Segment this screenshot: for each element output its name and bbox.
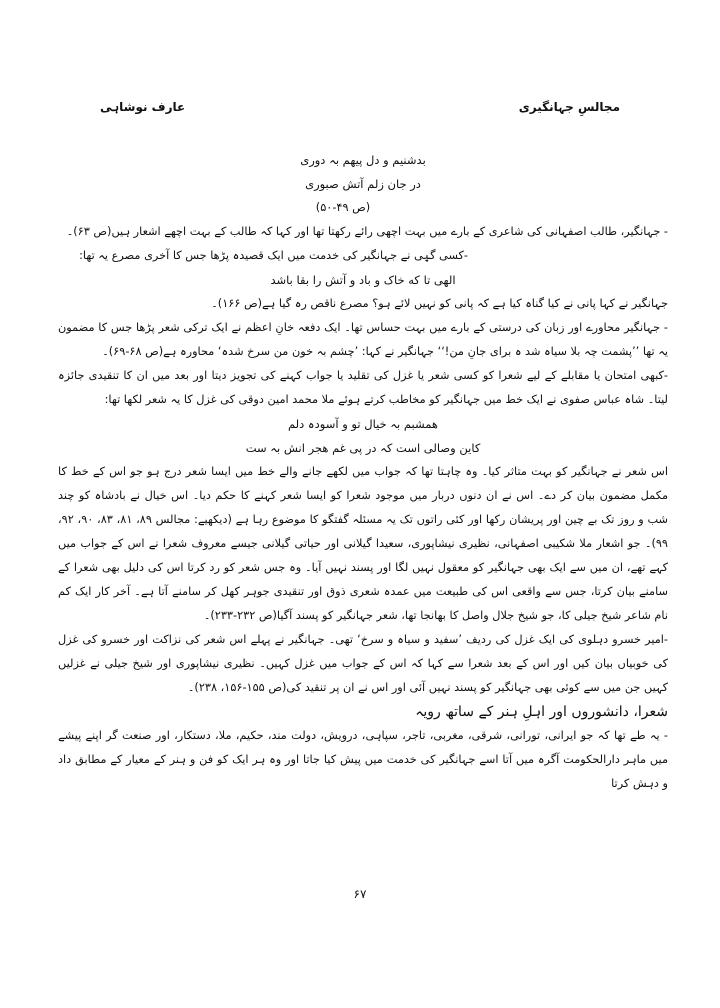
paragraph-8: - یہ طے تھا کہ جو ایرانی، تورانی، شرقی، مغربی، تاجر، سپاہی، درویش، دولت مند، حکیم، ملا، دستکار، اور صنعت گر اپنے پیشے میں ماہر دارالحکومت آگرہ میں آتا اسے جہانگیر کی خدمت میں پیش کیا جاتا اور وہ ہر ایک کو فن و ہنر کے معیار کے مطابق داد و دہش کرتا — [58, 729, 668, 790]
page-body — [58, 148, 668, 796]
section-heading: شعرا، دانشوروں اور اہلِ ہنر کے ساتھ رویہ — [415, 704, 668, 720]
paragraph-4: - جہانگیر محاورے اور زبان کی درستی کے بارے میں بہت حساس تھا۔ ایک دفعہ خانِ اعظم نے ایک ترکی شعر پڑھا جس کا مضمون یہ تھا ’’پشمت چہ بلا سیاہ شد ہ برای جانِ من!‘‘ جہانگیر نے کہا: ’چشم بہ خون من سرخ شدہ‘ محاورہ ہے(ص ۶۸-۶۹)۔ — [58, 321, 668, 358]
verse-1-reference: (ص ۴۹-۵۰) — [315, 201, 371, 214]
paragraph-1: - جہانگیر، طالب اصفہانی کی شاعری کے بارے میں بہت اچھی رائے رکھتا تھا اور کہا کہ طالب کے بہت اچھے اشعار ہیں(ص ۶۳)۔ — [66, 225, 668, 238]
header-author: عارف نوشاہی — [100, 100, 186, 114]
paragraph-5: -کبھی امتحان یا مقابلے کے لیے شعرا کو کسی شعر یا غزل کی تقلید یا جواب کہنے کی تجویز دیتا اور بعد میں ان کا تنقیدی جائزہ لیتا۔ شاہ عباس صفوی نے ایک خط میں جہانگیر کو مخاطب کرتے ہوئے ملا محمد امین دوقی کی غزل کا یہ شعر لکھا تھا: — [58, 369, 668, 406]
verse-3-line-1: همشبم بہ خیال تو و آسودہ دلم — [287, 417, 438, 431]
verse-2: الهی تا که خاک و باد و آتش را بقا باشد — [270, 273, 456, 287]
header-book-title: مجالسِ جہانگیری — [518, 100, 620, 114]
paragraph-6: اس شعر نے جہانگیر کو بہت متاثر کیا۔ وہ چاہتا تھا کہ جواب میں لکھے جانے والے خط میں ایسا شعر درج ہو جو اس کے خط کا مکمل مضمون بیان کر دے۔ اس نے ان دنوں دربار میں موجود شعرا کو ایسا شعر کہنے کا حکم دیا۔ اس خیال نے بادشاہ کو چند شب و روز تک بے چین اور پریشان رکھا اور کئی راتوں تک یہ مسئلہ گفتگو کا موضوع رہا ہے (دیکھیے: مجالس ۸۹، ۸۱، ۸۳، ۹۰، ۹۲، ۹۹)۔ جو اشعار ملا شکیبی اصفہانی، نظیری نیشاپوری، سعیدا گیلانی اور حیاتی گیلانی جیسے معروف شعرا نے اس کے جواب میں کہے تھے، ان میں سے ایک بھی جہانگیر کو معقول نہیں لگا اور پسند نہیں آیا۔ وہ جس شعر کو رد کرتا اس کی دلیل بھی شعرا کے سامنے بیان کرتا، جس سے واقعی اس کی طبیعت میں عمدہ شعری ذوق اور تنقیدی جوہر کھل کر سامنے آتا ہے۔ آخر کار ایک کم نام شاعر شیخ جیلی کا، جو شیخ جلال واصل کا بھانجا تھا، شعر جہانگیر کو پسند آگیا(ص ۲۳۲-۲۳۳)۔ — [58, 465, 669, 622]
verse-3-line-2: کاین وصالی است کہ در پی غم هجر انش بہ ست — [245, 441, 481, 455]
page-header — [100, 100, 620, 114]
page-number: ۶۷ — [353, 887, 367, 901]
verse-1-line-1: بدشنیم و دل پیهم بہ دوری — [300, 153, 426, 167]
paragraph-3: جہانگیر نے کہا پانی نے کیا گناہ کیا ہے کہ پانی کو نہیں لائے ہو؟ مصرع ناقص رہ گیا ہے(ص ۱۶۶)۔ — [211, 297, 668, 310]
paragraph-7: -امیر خسرو دہلوی کی ایک غزل کی ردیف ’سفید و سیاہ و سرخ‘ تھی۔ جہانگیر نے پہلے اس شعر کی نزاکت اور خسرو کی غزل کی خوبیاں بیان کیں اور اس کے بعد شعرا سے کہا کہ اس کے جواب میں غزل کہیں۔ نظیری نیشاپوری اور شیخ جیلی نے غزلیں کہیں جن میں سے کوئی بھی جہانگیر کو پسند نہیں آئی اور اس نے ان پر تنقید کی(ص ۱۵۵-۱۵۶، ۲۳۸)۔ — [58, 633, 668, 694]
paragraph-2: -کسی گیٖی نے جہانگیر کی خدمت میں ایک قصیدہ پڑھا جس کا آخری مصرع یہ تھا: — [79, 249, 468, 262]
verse-1-line-2: در جان زلم آتش صبوری — [305, 177, 421, 191]
